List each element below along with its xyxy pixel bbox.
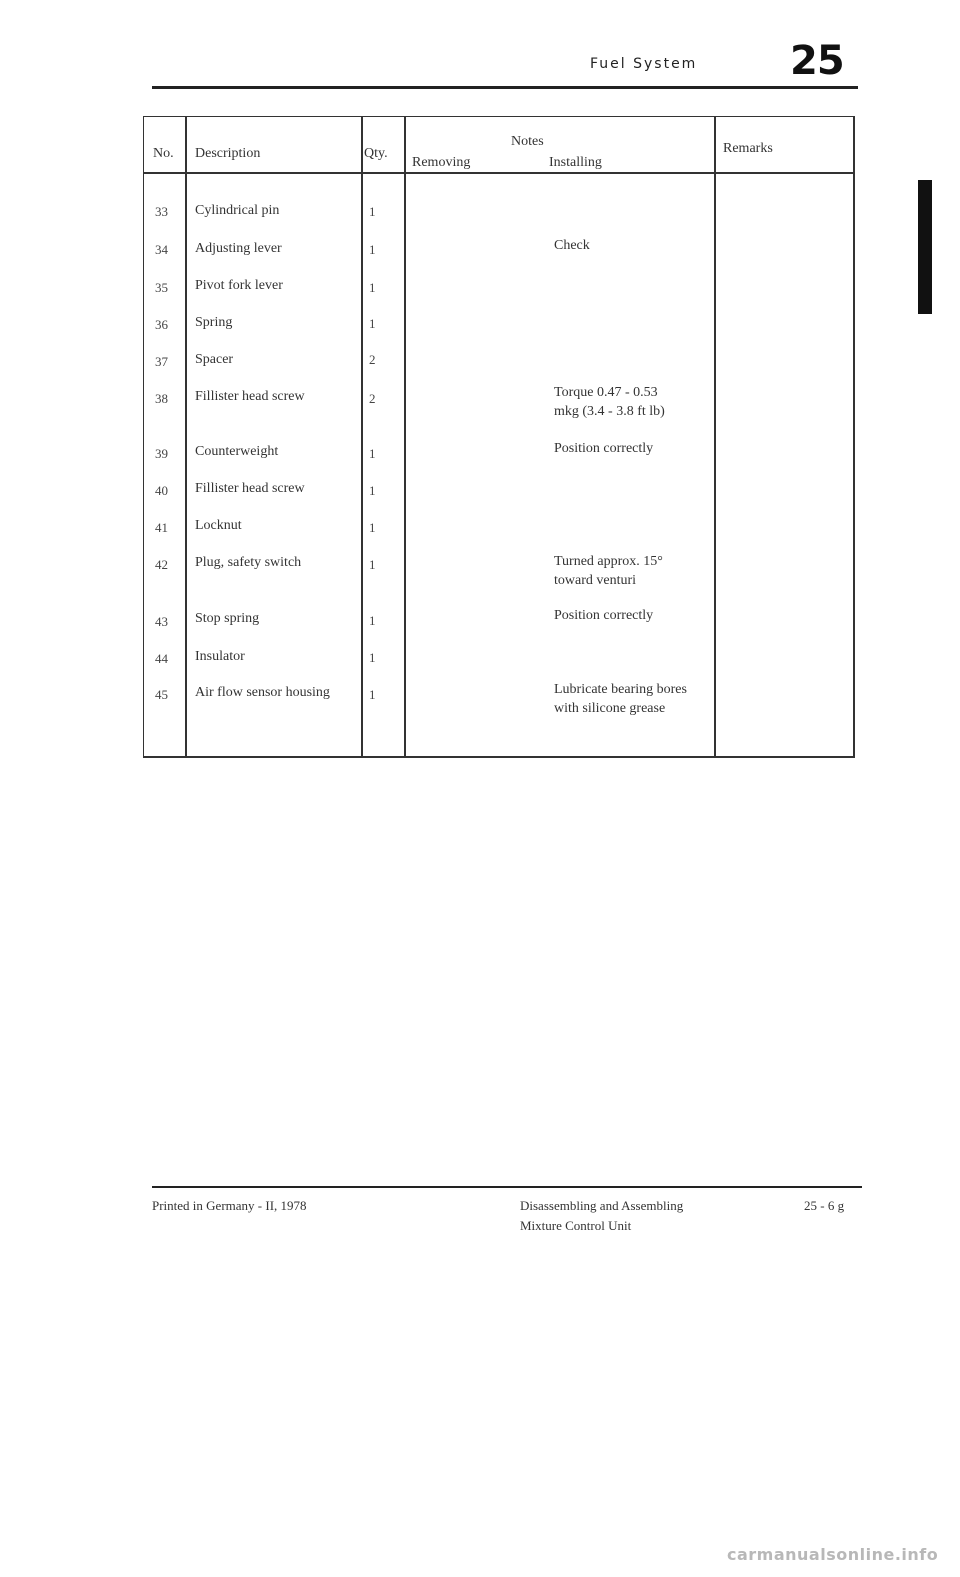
footer-rule xyxy=(152,1186,862,1188)
row-number: 44 xyxy=(155,651,168,666)
row-description: Air flow sensor housing xyxy=(195,685,330,700)
row-number: 42 xyxy=(155,557,168,572)
header-rule xyxy=(152,86,858,89)
row-qty: 1 xyxy=(369,483,376,498)
watermark: carmanualsonline.info xyxy=(727,1545,939,1564)
row-description: Spacer xyxy=(195,352,234,367)
row-number: 39 xyxy=(155,446,168,461)
column-header-qty: Qty. xyxy=(364,146,388,161)
column-header-no: No. xyxy=(153,146,174,161)
row-number: 34 xyxy=(155,242,168,257)
column-header-remarks: Remarks xyxy=(723,141,773,156)
row-qty: 1 xyxy=(369,204,376,219)
row-description: Insulator xyxy=(195,649,245,664)
row-number: 38 xyxy=(155,391,168,406)
row-number: 37 xyxy=(155,354,168,369)
column-header-description: Description xyxy=(195,146,261,161)
row-number: 40 xyxy=(155,483,168,498)
row-number: 35 xyxy=(155,280,168,295)
section-tab-marker xyxy=(918,180,932,314)
row-qty: 2 xyxy=(369,352,376,367)
row-installing-note: Turned approx. 15° toward venturi xyxy=(554,554,663,588)
row-number: 43 xyxy=(155,614,168,629)
row-number: 33 xyxy=(155,204,168,219)
column-divider xyxy=(185,116,187,758)
row-description: Locknut xyxy=(195,518,242,533)
footer-page-number: 25 - 6 g xyxy=(804,1198,845,1213)
row-qty: 1 xyxy=(369,280,376,295)
row-qty: 1 xyxy=(369,316,376,331)
row-installing-note: Position correctly xyxy=(554,441,654,456)
row-description: Pivot fork lever xyxy=(195,278,283,293)
row-qty: 1 xyxy=(369,687,376,702)
column-header-removing: Removing xyxy=(412,155,471,170)
column-divider xyxy=(404,116,406,758)
row-number: 41 xyxy=(155,520,168,535)
row-description: Counterweight xyxy=(195,444,279,459)
footer-printed: Printed in Germany - II, 1978 xyxy=(152,1198,307,1213)
row-qty: 1 xyxy=(369,613,376,628)
column-divider xyxy=(361,116,363,758)
row-number: 45 xyxy=(155,687,168,702)
page-header-title: Fuel System xyxy=(590,56,698,72)
row-qty: 2 xyxy=(369,391,376,406)
row-number: 36 xyxy=(155,317,168,332)
section-number: 25 xyxy=(790,38,844,84)
footer-chapter-line1: Disassembling and Assembling xyxy=(520,1198,684,1213)
footer-chapter-line2: Mixture Control Unit xyxy=(520,1218,632,1233)
row-description: Cylindrical pin xyxy=(195,203,280,218)
row-qty: 1 xyxy=(369,650,376,665)
row-installing-note: Lubricate bearing bores with silicone grease xyxy=(554,682,687,716)
row-installing-note: Torque 0.47 - 0.53 mkg (3.4 - 3.8 ft lb) xyxy=(554,385,665,419)
header-divider xyxy=(143,172,855,174)
row-qty: 1 xyxy=(369,242,376,257)
row-installing-note: Position correctly xyxy=(554,608,654,623)
row-description: Plug, safety switch xyxy=(195,555,302,570)
column-header-installing: Installing xyxy=(549,155,602,170)
row-qty: 1 xyxy=(369,446,376,461)
column-divider xyxy=(714,116,716,758)
row-description: Fillister head screw xyxy=(195,481,305,496)
row-qty: 1 xyxy=(369,557,376,572)
row-description: Fillister head screw xyxy=(195,389,305,404)
row-qty: 1 xyxy=(369,520,376,535)
column-header-notes: Notes xyxy=(511,134,544,149)
row-installing-note: Check xyxy=(554,238,590,253)
row-description: Stop spring xyxy=(195,611,260,626)
row-description: Spring xyxy=(195,315,233,330)
row-description: Adjusting lever xyxy=(195,241,282,256)
